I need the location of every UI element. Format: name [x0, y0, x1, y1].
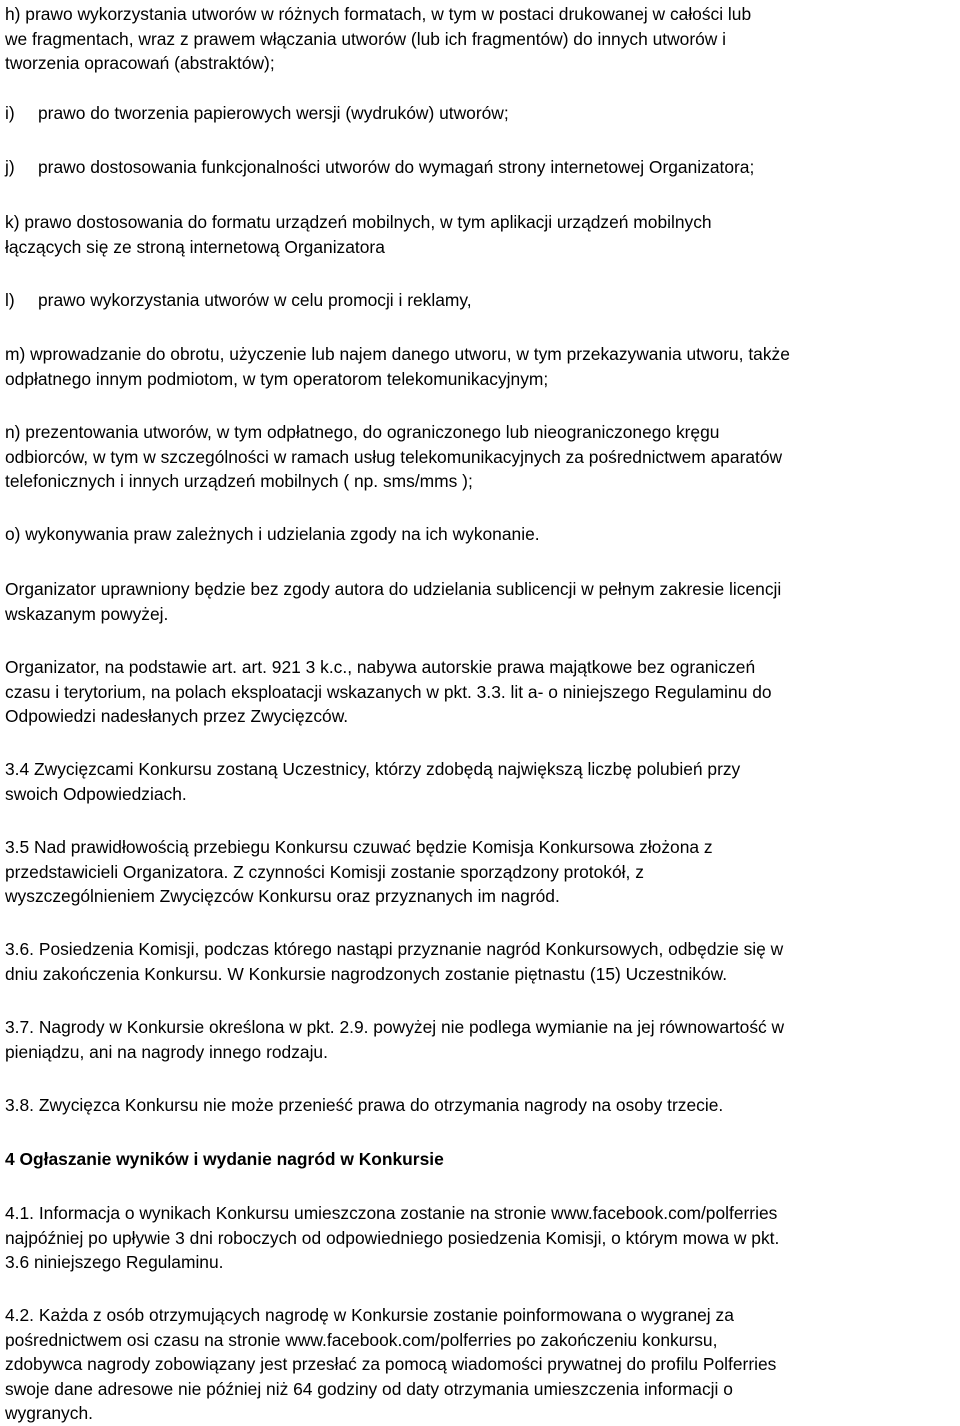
item-text: prawo wykorzystania utworów w celu promocji i reklamy, [38, 290, 472, 310]
text-line: 3.5 Nad prawidłowością przebiegu Konkursu czuwać będzie Komisja Konkursowa złożona z [5, 837, 713, 857]
item-n [5, 420, 950, 494]
text-line: n) prezentowania utworów, w tym odpłatnego, do ograniczonego lub nieograniczonego kręgu [5, 422, 720, 442]
item-l [5, 288, 950, 313]
text-line: tworzenia opracowań (abstraktów); [5, 53, 275, 73]
text-line: o) wykonywania praw zależnych i udzielania zgody na ich wykonanie. [5, 524, 540, 544]
text-line: swoje dane adresowe nie później niż 64 godziny od daty otrzymania umieszczenia informacji o [5, 1378, 733, 1399]
item-label: j) [5, 157, 15, 177]
text-line: wygranych. [5, 1403, 93, 1423]
text-line: 3.6. Posiedzenia Komisji, podczas którego nastąpi przyznanie nagród Konkursowych, odbędzie się w [5, 939, 784, 959]
text-line: pośrednictwem osi czasu na stronie www.facebook.com/polferries po zakończeniu konkursu, [5, 1329, 718, 1350]
paragraph-3-8 [5, 1093, 950, 1118]
text-line: h) prawo wykorzystania utworów w różnych formatach, w tym w postaci drukowanej w całości lub [5, 4, 752, 24]
paragraph-3-6 [5, 937, 950, 986]
item-m [5, 342, 950, 391]
text-line: przedstawicieli Organizatora. Z czynności Komisji zostanie sporządzony protokół, z [5, 861, 644, 882]
text-line: Organizator, na podstawie art. art. 921 3 k.c., nabywa autorskie prawa majątkowe bez ograniczeń [5, 657, 756, 677]
text-line: najpóźniej po upływie 3 dni roboczych od odpowiedniego posiedzenia Komisji, o którym mowa w pkt. [5, 1227, 780, 1248]
item-text: prawo do tworzenia papierowych wersji (wydruków) utworów; [38, 103, 509, 123]
text-line: 4.2. Każda z osób otrzymujących nagrodę w Konkursie zostanie poinformowana o wygranej za [5, 1305, 734, 1325]
text-line: czasu i terytorium, na polach eksploatacji wskazanych w pkt. 3.3. lit a- o niniejszego Regulaminu do [5, 681, 772, 702]
paragraph-sublicense [5, 577, 950, 626]
text-line: Organizator uprawniony będzie bez zgody autora do udzielania sublicencji w pełnym zakresie licencji [5, 579, 782, 599]
paragraph-3-7 [5, 1015, 950, 1064]
section-4-heading [5, 1147, 950, 1172]
item-label: i) [5, 103, 15, 123]
text-line: k) prawo dostosowania do formatu urządzeń mobilnych, w tym aplikacji urządzeń mobilnych [5, 212, 712, 232]
item-h [5, 2, 950, 76]
text-line: wskazanym powyżej. [5, 603, 169, 624]
paragraph-3-5 [5, 835, 950, 909]
text-line: 3.6 niniejszego Regulaminu. [5, 1252, 224, 1272]
text-line: telefonicznych i innych urządzeń mobilnych ( np. sms/mms ); [5, 471, 473, 491]
text-line: pieniądzu, ani na nagrody innego rodzaju. [5, 1041, 328, 1062]
text-line: odpłatnego innym podmiotom, w tym operatorom telekomunikacyjnym; [5, 368, 549, 389]
text-line: swoich Odpowiedziach. [5, 783, 187, 804]
text-line: m) wprowadzanie do obrotu, użyczenie lub najem danego utworu, w tym przekazywania utworu, także [5, 344, 790, 364]
item-text: prawo dostosowania funkcjonalności utworów do wymagań strony internetowej Organizatora; [38, 157, 755, 177]
text-line: 3.7. Nagrody w Konkursie określona w pkt. 2.9. powyżej nie podlega wymianie na jej równowartość w [5, 1017, 785, 1037]
paragraph-rights [5, 655, 950, 729]
item-label: l) [5, 290, 15, 310]
text-line: Odpowiedzi nadesłanych przez Zwycięzców. [5, 706, 349, 726]
paragraph-4-1 [5, 1201, 950, 1275]
text-line: zdobywca nagrody zobowiązany jest przesłać za pomocą wiadomości prywatnej do profilu Polferries [5, 1354, 777, 1374]
text-line: 3.8. Zwycięzca Konkursu nie może przenieść prawa do otrzymania nagrody na osoby trzecie. [5, 1095, 724, 1115]
text-line: we fragmentach, wraz z prawem włączania utworów (lub ich fragmentów) do innych utworów i [5, 28, 727, 49]
item-o [5, 522, 950, 547]
item-i [5, 101, 950, 126]
item-j [5, 155, 950, 180]
text-line: 3.4 Zwycięzcami Konkursu zostaną Uczestnicy, którzy zdobędą największą liczbę polubień przy [5, 759, 741, 779]
text-line: dniu zakończenia Konkursu. W Konkursie nagrodzonych zostanie piętnastu (15) Uczestników. [5, 963, 728, 984]
text-line: 4.1. Informacja o wynikach Konkursu umieszczona zostanie na stronie www.facebook.com/polferries [5, 1203, 778, 1223]
item-k [5, 210, 950, 259]
heading-text: 4 Ogłaszanie wyników i wydanie nagród w Konkursie [5, 1149, 444, 1169]
text-line: łączących się ze stroną internetową Organizatora [5, 236, 385, 257]
text-line: odbiorców, w tym w szczególności w ramach usług telekomunikacyjnych za pośrednictwem aparatów [5, 446, 783, 467]
text-line: wyszczególnieniem Zwycięzców Konkursu oraz przyznanych im nagród. [5, 886, 560, 906]
paragraph-4-2 [5, 1303, 950, 1426]
paragraph-3-4 [5, 757, 950, 806]
